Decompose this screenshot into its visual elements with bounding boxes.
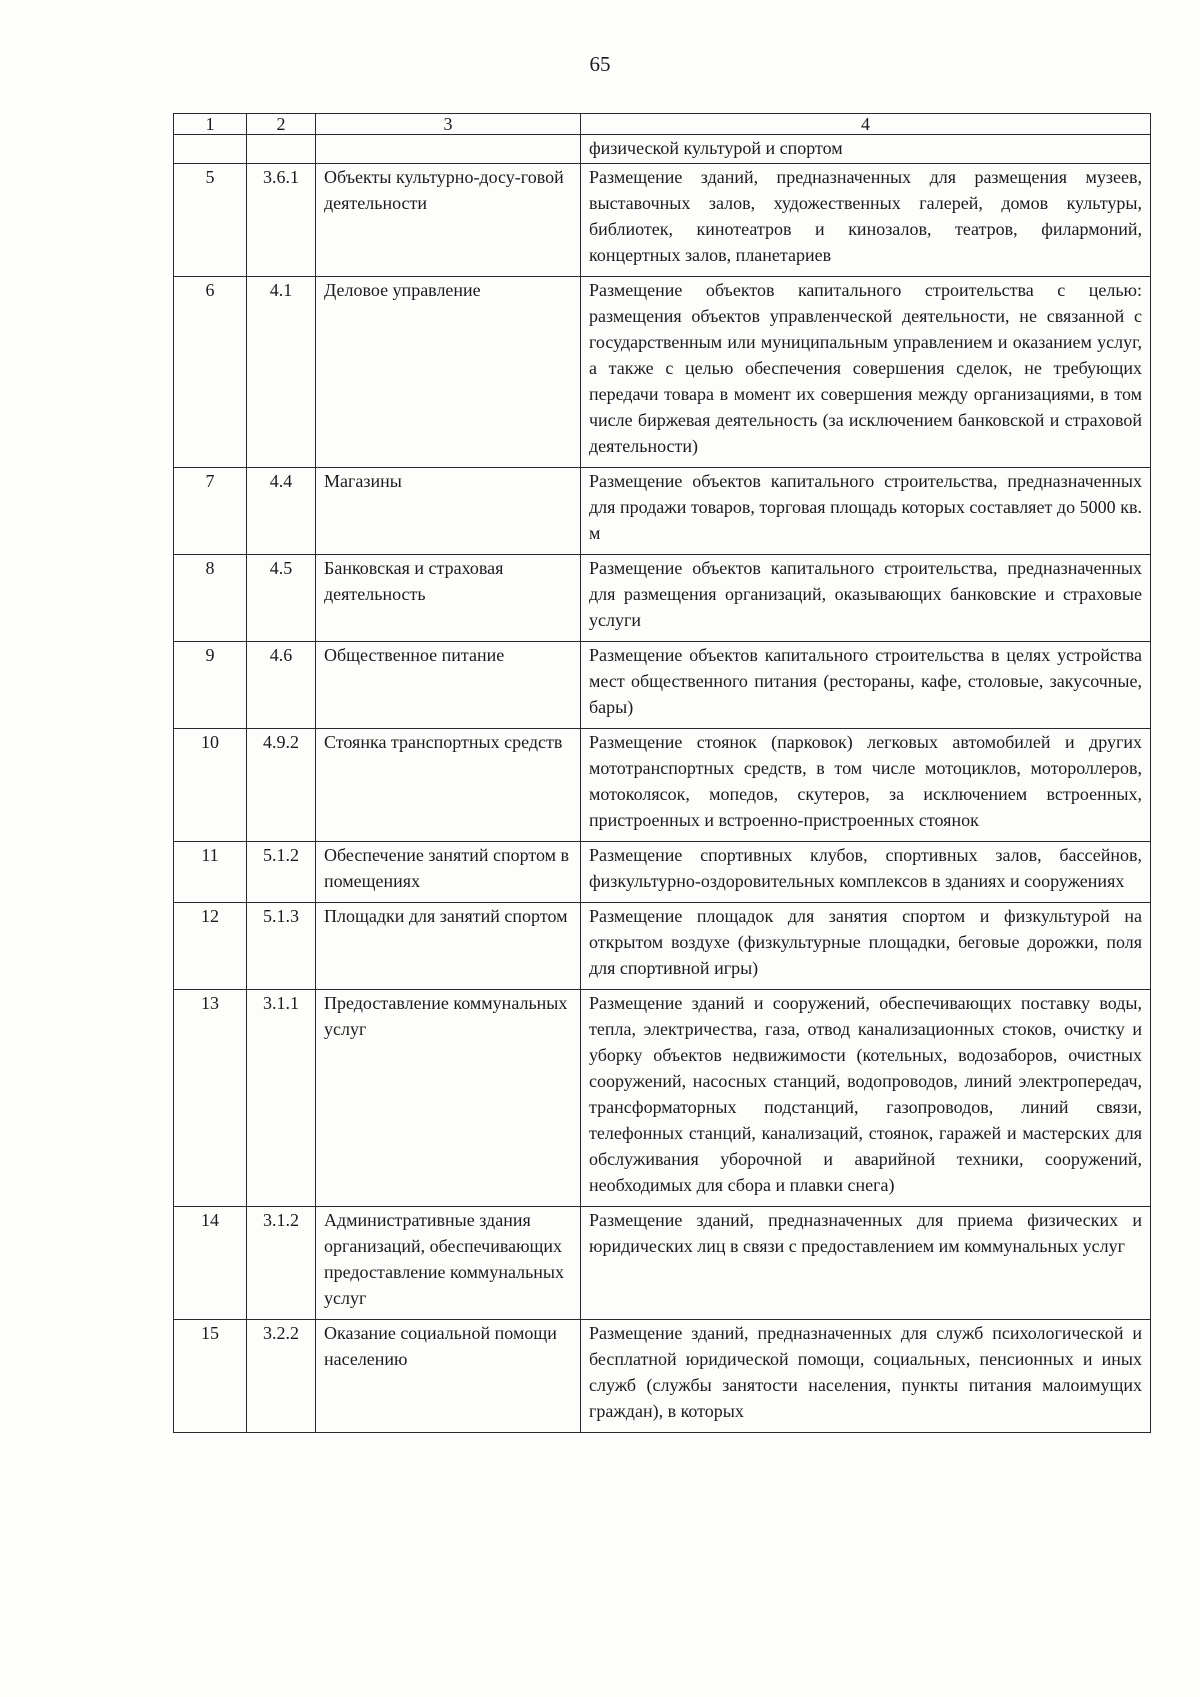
cell-code: 3.1.2	[247, 1207, 316, 1320]
cell-name: Предоставление коммунальных услуг	[316, 990, 581, 1207]
cell-code: 5.1.3	[247, 903, 316, 990]
cell-num: 5	[174, 164, 247, 277]
table-row	[174, 729, 1151, 842]
cell-num: 13	[174, 990, 247, 1207]
cell-code: 3.2.2	[247, 1320, 316, 1433]
cell-name: Магазины	[316, 468, 581, 555]
page-number: 65	[589, 52, 611, 76]
cell-code: 4.9.2	[247, 729, 316, 842]
table-row	[174, 1207, 1151, 1320]
cell-name: Стоянка транспортных средств	[316, 729, 581, 842]
cell-description: Размещение зданий, предназначенных для служб психологической и бесплатной юридической помощи, социальных, пенсионных и иных служб (службы занятости населения, пункты питания малоимущих граждан), в которых	[581, 1320, 1151, 1433]
table-row	[174, 903, 1151, 990]
column-header: 3	[316, 114, 581, 135]
cell-name: Административные здания организаций, обеспечивающих предоставление коммунальных услуг	[316, 1207, 581, 1320]
cell-description: Размещение объектов капитального строительства, предназначенных для продажи товаров, торговая площадь которых составляет до 5000 кв. м	[581, 468, 1151, 555]
cell-name: Общественное питание	[316, 642, 581, 729]
cell-description: Размещение спортивных клубов, спортивных залов, бассейнов, физкультурно-оздоровительных комплексов в зданиях и сооружениях	[581, 842, 1151, 903]
cell-code: 4.5	[247, 555, 316, 642]
table-row	[174, 468, 1151, 555]
cell-num: 12	[174, 903, 247, 990]
table-row	[174, 642, 1151, 729]
cell-name: Обеспечение занятий спортом в помещениях	[316, 842, 581, 903]
cell-code	[247, 135, 316, 164]
table-row	[174, 555, 1151, 642]
cell-code: 3.6.1	[247, 164, 316, 277]
table-row	[174, 164, 1151, 277]
cell-code: 4.4	[247, 468, 316, 555]
cell-name: Банковская и страховая деятельность	[316, 555, 581, 642]
cell-num: 15	[174, 1320, 247, 1433]
cell-num: 9	[174, 642, 247, 729]
cell-name: Деловое управление	[316, 277, 581, 468]
table-row	[174, 842, 1151, 903]
table-row	[174, 277, 1151, 468]
cell-name: Оказание социальной помощи населению	[316, 1320, 581, 1433]
cell-description: Размещение объектов капитального строительства, предназначенных для размещения организаций, оказывающих банковские и страховые услуги	[581, 555, 1151, 642]
table-row-continuation	[174, 135, 1151, 164]
cell-description: Размещение объектов капитального строительства с целью: размещения объектов управленческой деятельности, не связанной с государственным или муниципальным управлением и оказанием услуг, а также с целью обеспечения совершения сделок, не требующих передачи товара в момент их совершения между организациями, в том числе биржевая деятельность (за исключением банковской и страховой деятельности)	[581, 277, 1151, 468]
cell-description: Размещение стоянок (парковок) легковых автомобилей и других мототранспортных средств, в том числе мотоциклов, мотороллеров, мотоколясок, мопедов, скутеров, за исключением встроенных, пристроенных и встроенно-пристроенных стоянок	[581, 729, 1151, 842]
table-header-row	[174, 114, 1151, 135]
cell-code: 4.1	[247, 277, 316, 468]
cell-description: физической культурой и спортом	[581, 135, 1151, 164]
cell-description: Размещение зданий, предназначенных для приема физических и юридических лиц в связи с предоставлением им коммунальных услуг	[581, 1207, 1151, 1320]
table-row	[174, 990, 1151, 1207]
cell-num: 11	[174, 842, 247, 903]
cell-num: 10	[174, 729, 247, 842]
cell-name: Площадки для занятий спортом	[316, 903, 581, 990]
cell-description: Размещение зданий, предназначенных для размещения музеев, выставочных залов, художественных галерей, домов культуры, библиотек, кинотеатров и кинозалов, театров, филармоний, концертных залов, планетариев	[581, 164, 1151, 277]
cell-code: 4.6	[247, 642, 316, 729]
cell-name	[316, 135, 581, 164]
cell-description: Размещение объектов капитального строительства в целях устройства мест общественного питания (рестораны, кафе, столовые, закусочные, бары)	[581, 642, 1151, 729]
table-row	[174, 1320, 1151, 1433]
cell-num	[174, 135, 247, 164]
land-use-table	[173, 113, 1151, 1433]
cell-description: Размещение площадок для занятия спортом и физкультурой на открытом воздухе (физкультурные площадки, беговые дорожки, поля для спортивной игры)	[581, 903, 1151, 990]
column-header: 1	[174, 114, 247, 135]
cell-description: Размещение зданий и сооружений, обеспечивающих поставку воды, тепла, электричества, газа, отвод канализационных стоков, очистку и уборку объектов недвижимости (котельных, водозаборов, очистных сооружений, насосных станций, водопроводов, линий электропередач, трансформаторных подстанций, газопроводов, линий связи, телефонных станций, канализаций, стоянок, гаражей и мастерских для обслуживания уборочной и аварийной техники, сооружений, необходимых для сбора и плавки снега)	[581, 990, 1151, 1207]
column-header: 4	[581, 114, 1151, 135]
cell-num: 14	[174, 1207, 247, 1320]
cell-num: 6	[174, 277, 247, 468]
cell-name: Объекты культурно-досу-говой деятельности	[316, 164, 581, 277]
cell-code: 3.1.1	[247, 990, 316, 1207]
cell-num: 7	[174, 468, 247, 555]
cell-num: 8	[174, 555, 247, 642]
column-header: 2	[247, 114, 316, 135]
cell-code: 5.1.2	[247, 842, 316, 903]
